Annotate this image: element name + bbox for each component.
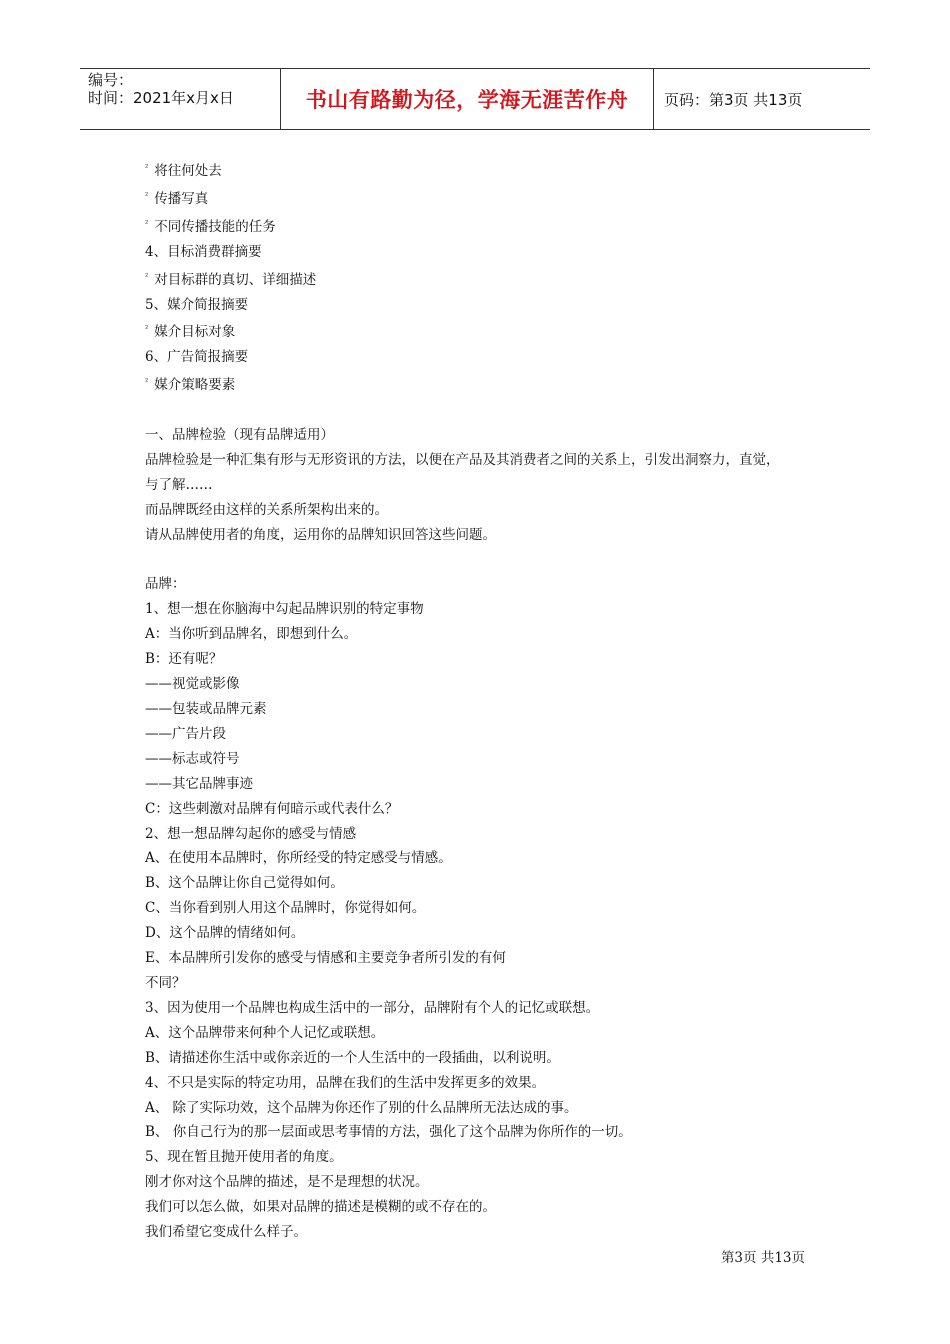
text-line (145, 1071, 825, 1096)
text-line (145, 1021, 825, 1046)
line-text: 媒介目标对象 (154, 324, 236, 341)
bullet-item (145, 317, 825, 345)
line-text: 一、品牌检验（现有品牌适用） (145, 427, 334, 444)
text-line (145, 822, 825, 847)
line-text: 将往何处去 (154, 163, 222, 179)
line-text: 媒介策略要素 (154, 377, 236, 394)
text-line (145, 622, 825, 647)
text-line (145, 498, 825, 523)
bullet-marker: ² (145, 271, 149, 281)
line-text: A：当你听到品牌名，即想到什么。 (145, 626, 358, 643)
bullet-marker: ² (145, 324, 149, 334)
text-line (145, 1220, 825, 1245)
line-text: 5、现在暂且抛开使用者的角度。 (145, 1149, 343, 1166)
line-text: C、当你看到别人用这个品牌时，你觉得如何。 (145, 900, 426, 917)
text-line (145, 548, 825, 573)
text-line (145, 672, 825, 697)
text-line (145, 697, 825, 722)
text-line (145, 772, 825, 797)
line-text: 品牌检验是一种汇集有形与无形资讯的方法，以便在产品及其消费者之间的关系上，引发出洞察力，直觉， (145, 451, 780, 468)
line-text: ——标志或符号 (145, 750, 240, 767)
line-text: B：还有呢？ (145, 651, 223, 668)
text-line (145, 846, 825, 871)
text-line (145, 896, 825, 921)
line-text: C：这些刺激对品牌有何暗示或代表什么？ (145, 800, 399, 817)
line-text: 品牌： (145, 576, 186, 593)
line-text: ——其它品牌事迹 (145, 775, 253, 792)
line-text: 刚才你对这个品牌的描述，是不是理想的状况。 (145, 1174, 429, 1191)
text-line (145, 398, 825, 423)
line-text: A、在使用本品牌时，你所经受的特定感受与情感。 (145, 850, 452, 867)
text-line (145, 597, 825, 622)
text-line (145, 797, 825, 822)
text-line (145, 1170, 825, 1195)
text-line (145, 971, 825, 996)
bullet-item (145, 212, 825, 240)
line-text: 我们可以怎么做，如果对品牌的描述是模糊的或不存在的。 (145, 1199, 496, 1216)
line-text: A、 除了实际功效，这个品牌为你还作了别的什么品牌所无法达成的事。 (145, 1099, 578, 1116)
text-line (145, 747, 825, 772)
line-text: 3、因为使用一个品牌也构成生活中的一部分，品牌附有个人的记忆或联想。 (145, 999, 600, 1016)
text-line (145, 946, 825, 971)
text-line (145, 523, 825, 548)
bullet-marker: ² (145, 218, 149, 228)
line-text: 4、目标消费群摘要 (145, 243, 262, 260)
line-text: 5、媒介简报摘要 (145, 296, 249, 313)
bullet-item (145, 156, 825, 184)
text-line (145, 1195, 825, 1220)
text-line (145, 345, 825, 370)
line-text: B、 你自己行为的那一层面或思考事情的方法，强化了这个品牌为你所作的一切。 (145, 1124, 632, 1141)
line-text: 6、广告简报摘要 (145, 349, 249, 366)
text-line (145, 293, 825, 318)
text-line (145, 1096, 825, 1121)
text-line (145, 722, 825, 747)
line-text: 2、想一想品牌勾起你的感受与情感 (145, 825, 357, 842)
line-text: 传播写真 (154, 190, 209, 207)
bullet-item (145, 370, 825, 398)
line-text: E、本品牌所引发你的感受与情感和主要竞争者所引发的有何 (145, 950, 506, 967)
line-text: 而品牌既经由这样的关系所架构出来的。 (145, 501, 388, 518)
line-text: ——视觉或影像 (145, 676, 240, 693)
page-footer: 第3页 共13页 (720, 1250, 805, 1266)
text-line (145, 1145, 825, 1170)
text-line (145, 996, 825, 1021)
document-body (145, 156, 825, 1245)
number-label: 编号： (88, 71, 134, 89)
header-meta (80, 69, 281, 129)
text-line (145, 448, 825, 473)
line-text: 1、想一想在你脑海中勾起品牌识别的特定事物 (145, 601, 424, 618)
text-line (145, 1046, 825, 1071)
bullet-item (145, 265, 825, 293)
text-line (145, 473, 825, 498)
line-text: 不同传播技能的任务 (154, 218, 276, 235)
bullet-marker: ² (145, 190, 149, 200)
text-line (145, 572, 825, 597)
header-page-code: 页码：第3页 共13页 (664, 90, 803, 109)
document-header (80, 68, 870, 130)
header-motto: 书山有路勤为径，学海无涯苦作舟 (281, 69, 654, 129)
line-text: ——广告片段 (145, 725, 226, 742)
line-text: D、这个品牌的情绪如何。 (145, 925, 305, 942)
text-line (145, 647, 825, 672)
line-text: 对目标群的真切、详细描述 (154, 271, 317, 288)
line-text: 我们希望它变成什么样子。 (145, 1224, 307, 1241)
text-line (145, 423, 825, 448)
bullet-item (145, 184, 825, 212)
line-text: 不同？ (145, 974, 186, 991)
line-text: 4、不只是实际的特定功用，品牌在我们的生活中发挥更多的效果。 (145, 1074, 546, 1091)
bullet-marker: ² (145, 163, 149, 172)
bullet-marker: ² (145, 377, 149, 387)
text-line (145, 921, 825, 946)
line-text: B、请描述你生活中或你亲近的一个人生活中的一段插曲，以利说明。 (145, 1049, 560, 1066)
line-text: 请从品牌使用者的角度，运用你的品牌知识回答这些问题。 (145, 526, 496, 543)
line-text: 与了解…… (145, 476, 213, 493)
text-line (145, 1120, 825, 1145)
line-text: B、这个品牌让你自己觉得如何。 (145, 875, 344, 892)
text-line (145, 240, 825, 265)
text-line (145, 871, 825, 896)
line-text: A、这个品牌带来何种个人记忆或联想。 (145, 1024, 385, 1041)
line-text: ——包装或品牌元素 (145, 701, 267, 717)
time-label: 时间：2021年x月x日 (88, 89, 234, 107)
